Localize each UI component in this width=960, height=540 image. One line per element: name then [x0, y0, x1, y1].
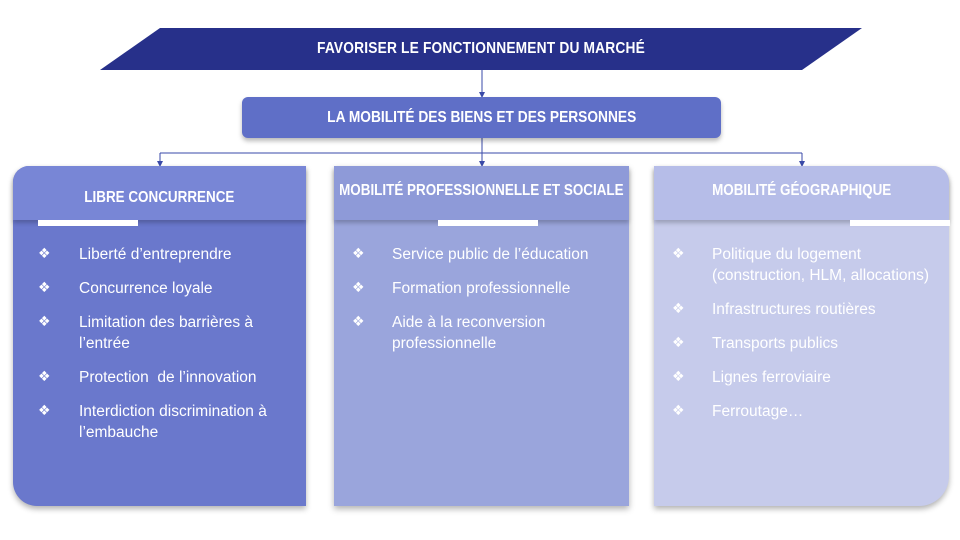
list-item [654, 299, 949, 320]
list-item-text: Protection de l’innovation [79, 369, 257, 386]
list-item-text: Concurrence loyale [79, 280, 213, 297]
diamond-cluster-icon: ❖ [38, 314, 51, 330]
column-libre-concurrence [13, 166, 306, 506]
list-item-text: Transports publics [712, 335, 839, 352]
list-item [13, 278, 306, 299]
diamond-cluster-icon: ❖ [672, 301, 685, 317]
banner-title: FAVORISER LE FONCTIONNEMENT DU MARCHÉ [317, 40, 645, 57]
list-item-text: Aide à la reconversion professionnelle [392, 314, 546, 352]
diamond-cluster-icon: ❖ [672, 246, 685, 262]
column-title: MOBILITÉ GÉOGRAPHIQUE [711, 182, 892, 199]
list-item-text: Formation professionnelle [392, 280, 571, 297]
list-item-text: Infrastructures routières [712, 301, 876, 318]
list-item-text: Limitation des barrières à l’entrée [79, 314, 254, 352]
list-item-text: Service public de l’éducation [392, 246, 589, 263]
list-item-text: Interdiction discrimination à l’embauche [79, 403, 267, 441]
subtitle-title: LA MOBILITÉ DES BIENS ET DES PERSONNES [326, 108, 637, 126]
list-item [13, 244, 306, 265]
list-item-text: Politique du logement (construction, HLM, allocations) [712, 246, 930, 284]
list-item [334, 244, 629, 265]
column-title: MOBILITÉ PROFESSIONNELLE ET SOCIALE [339, 182, 624, 199]
list-item [334, 312, 629, 354]
column-accent-bar [38, 220, 138, 226]
list-item-text: Ferroutage… [712, 403, 804, 420]
column-header [334, 166, 629, 220]
diamond-cluster-icon: ❖ [672, 335, 685, 351]
column-mobilite-professionnelle [334, 166, 629, 506]
column-accent-bar [850, 220, 950, 226]
diamond-cluster-icon: ❖ [38, 369, 51, 385]
diamond-cluster-icon: ❖ [352, 246, 365, 262]
diamond-cluster-icon: ❖ [352, 280, 365, 296]
diamond-cluster-icon: ❖ [38, 403, 51, 419]
diamond-cluster-icon: ❖ [672, 369, 685, 385]
list-item [13, 401, 306, 443]
list-item-text: Lignes ferroviaire [712, 369, 831, 386]
list-item [654, 401, 949, 422]
list-item [13, 367, 306, 388]
list-item [334, 278, 629, 299]
list-item [13, 312, 306, 354]
column-header [13, 166, 306, 220]
diamond-cluster-icon: ❖ [38, 280, 51, 296]
diamond-cluster-icon: ❖ [672, 403, 685, 419]
list-item [654, 244, 949, 286]
column-mobilite-geographique [654, 166, 949, 506]
column-header [654, 166, 949, 220]
column-title: LIBRE CONCURRENCE [84, 189, 235, 206]
list-item-text: Liberté d’entreprendre [79, 246, 232, 263]
subtitle-box [242, 97, 721, 138]
diamond-cluster-icon: ❖ [352, 314, 365, 330]
column-accent-bar [438, 220, 538, 226]
diamond-cluster-icon: ❖ [38, 246, 51, 262]
list-item [654, 367, 949, 388]
list-item [654, 333, 949, 354]
